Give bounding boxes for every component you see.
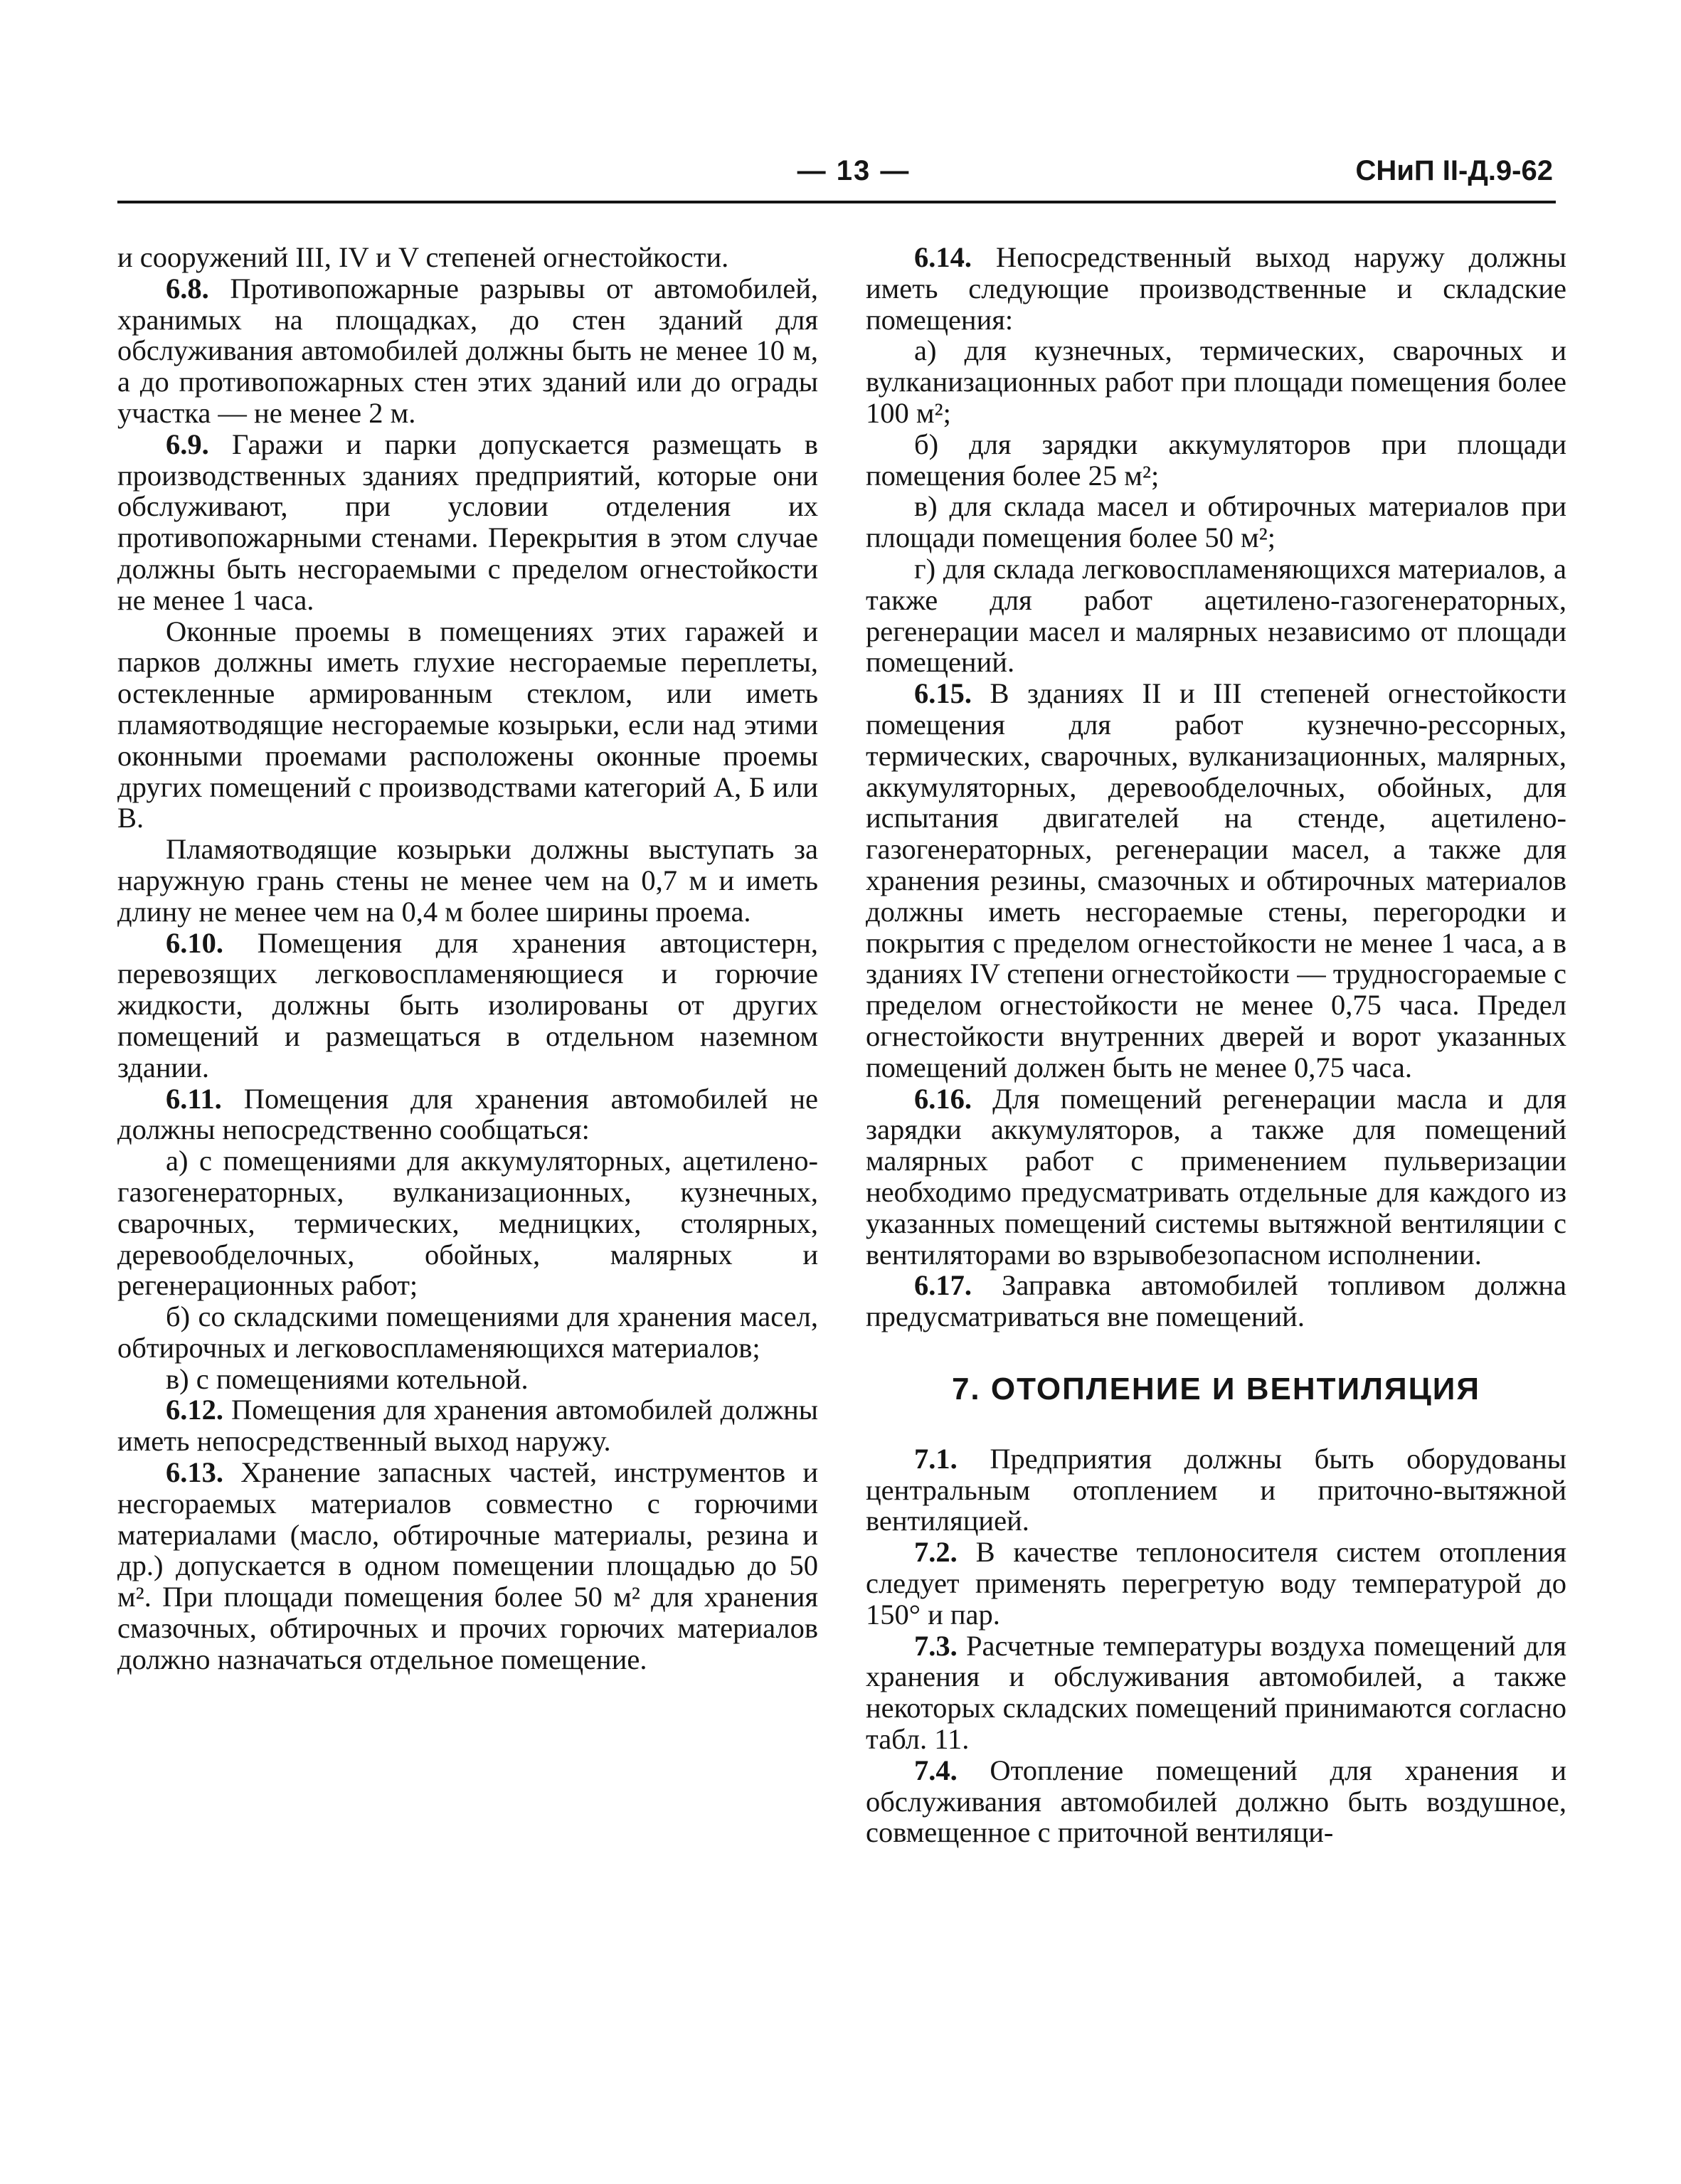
list-item-v: в) с помещениями котельной. [166, 1362, 529, 1395]
list-item-b: б) со складскими помещениями для хранения масел, обтирочных и легковоспламеняющихся материалов; [117, 1300, 818, 1364]
clause-6-15 [866, 678, 1566, 1083]
clause-number: 6.12. [166, 1394, 223, 1426]
clause-6-16 [866, 1083, 1566, 1271]
clause-6-8 [117, 273, 818, 429]
clause-7-3 [866, 1631, 1566, 1755]
left-column [117, 242, 818, 1675]
clause-6-14 [866, 242, 1566, 335]
list-item-a: а) с помещениями для аккумуляторных, ацетилено-газогенераторных, вулканизационных, кузнечных, сварочных, термических, медницких, столярных, деревообделочных, обойных, малярных и регенерационных работ; [117, 1145, 818, 1302]
clause-text: Отопление помещений для хранения и обслуживания автомобилей должно быть воздушное, совмещенное с приточной вентиляци- [866, 1754, 1566, 1849]
list-item-g: г) для склада легковоспламеняющихся материалов, а также для работ ацетилено-газогенераторных, регенерации масел и малярных независимо от площади помещений. [866, 552, 1566, 679]
clause-text: В зданиях II и III степеней огнестойкости помещения для работ кузнечно-рессорных, термических, сварочных, вулканизационных, малярных, аккумуляторных, деревообделочных, обойных, для испытания двигателей на стенде, ацетилено-газогенераторных, регенерации масел, а также для хранения резины, смазочных и обтирочных материалов должны иметь несгораемые стены, перегородки и покрытия с пределом огнестойкости не менее 1 часа, а в зданиях IV степени огнестойкости — трудносгораемые с пределом огнестойкости не менее 0,75 часа. Предел огнестойкости внутренних дверей и ворот указанных помещений должен быть не менее 0,75 часа. [866, 677, 1566, 1083]
clause-text: Гаражи и парки допускается размещать в производственных зданиях предприятий, которые они обслуживают, при условии отделения их противопожарными стенами. Перекрытия в этом случае должны быть несгораемыми с пределом огнестойкости не менее 1 часа. [117, 428, 818, 616]
clause-text: В качестве теплоносителя систем отопления следует применять перегретую воду температурой до 150° и пар. [866, 1536, 1566, 1631]
clause-number: 7.1. [914, 1442, 958, 1475]
clause-number: 6.13. [166, 1456, 223, 1489]
list-item-a: а) для кузнечных, термических, сварочных и вулканизационных работ при площади помещения более 100 м²; [866, 334, 1566, 429]
clause-7-2 [866, 1537, 1566, 1630]
clause-7-4 [866, 1755, 1566, 1848]
clause-number: 7.4. [914, 1754, 958, 1786]
clause-7-1 [866, 1443, 1566, 1537]
clause-text: Помещения для хранения автомобилей не должны непосредственно сообщаться: [117, 1082, 818, 1146]
clause-6-12 [117, 1394, 818, 1457]
clause-6-9 [117, 429, 818, 616]
right-column [866, 242, 1566, 1848]
clause-6-13 [117, 1457, 818, 1675]
clause-6-11 [117, 1083, 818, 1146]
paragraph-window-openings: Оконные проемы в помещениях этих гаражей и парков должны иметь глухие несгораемые переплеты, остекленные армированным стеклом, или иметь пламяотводящие несгораемые козырьки, если над этими оконными проемами расположены оконные проемы других помещений с производствами категорий А, Б или В. [117, 615, 818, 834]
clause-text: Противопожарные разрывы от автомобилей, хранимых на площадках, до стен зданий для обслуживания автомобилей должны быть не менее 10 м, а до противопожарных стен этих зданий или до ограды участка — не менее 2 м. [117, 272, 818, 429]
clause-text: Помещения для хранения автомобилей должны иметь непосредственный выход наружу. [117, 1394, 818, 1458]
clause-6-17 [866, 1270, 1566, 1332]
clause-number: 7.2. [914, 1536, 958, 1569]
clause-text: Расчетные температуры воздуха помещений для хранения и обслуживания автомобилей, а также некоторых складских помещений принимаются согласно табл. 11. [866, 1629, 1566, 1756]
clause-text: Для помещений регенерации масла и для зарядки аккумуляторов, а также для помещений малярных работ с применением пульверизации необходимо предусматривать отдельные для каждого из указанных помещений системы вытяжной вентиляции с вентиляторами во взрывобезопасном исполнении. [866, 1082, 1566, 1271]
document-code: СНиП II-Д.9-62 [1355, 155, 1553, 186]
clause-text: Заправка автомобилей топливом должна предусматриваться вне помещений. [866, 1269, 1566, 1333]
header-divider [117, 201, 1556, 203]
page-number: — 13 — [797, 155, 911, 186]
paragraph-flame-canopies: Пламяотводящие козырьки должны выступать за наружную грань стены не менее чем на 0,7 м и иметь длину не менее чем на 0,4 м более ширины проема. [117, 833, 818, 928]
clause-6-10 [117, 928, 818, 1083]
list-item-b: б) для зарядки аккумуляторов при площади помещения более 25 м²; [866, 428, 1566, 492]
clause-number: 6.8. [166, 272, 209, 304]
list-item-v: в) для склада масел и обтирочных материалов при площади помещения более 50 м²; [866, 490, 1566, 554]
clause-number: 6.16. [914, 1082, 972, 1115]
clause-number: 6.17. [914, 1269, 972, 1302]
section-heading: 7. ОТОПЛЕНИЕ И ВЕНТИЛЯЦИЯ [951, 1371, 1481, 1406]
clause-text: Помещения для хранения автоцистерн, перевозящих легковоспламеняющиеся и горючие жидкости, должны быть изолированы от других помещений и размещаться в отдельном наземном здании. [117, 926, 818, 1083]
clause-text: Предприятия должны быть оборудованы центральным отоплением и приточно-вытяжной вентиляцией. [866, 1442, 1566, 1537]
clause-number: 6.10. [166, 926, 223, 959]
clause-number: 6.14. [914, 241, 972, 273]
clause-number: 6.9. [166, 428, 209, 460]
clause-number: 6.15. [914, 677, 972, 710]
clause-text: Непосредственный выход наружу должны иметь следующие производственные и складские помещения: [866, 241, 1566, 336]
clause-number: 7.3. [914, 1629, 958, 1662]
clause-text: Хранение запасных частей, инструментов и несгораемых материалов совместно с горючими материалами (масло, обтирочные материалы, резина и др.) допускается в одном помещении площадью до 50 м². При площади помещения более 50 м² для хранения смазочных, обтирочных и прочих горючих материалов должно назначаться отдельное помещение. [117, 1456, 818, 1675]
clause-number: 6.11. [166, 1082, 222, 1115]
paragraph-continuation: и сооружений III, IV и V степеней огнестойкости. [117, 241, 729, 273]
